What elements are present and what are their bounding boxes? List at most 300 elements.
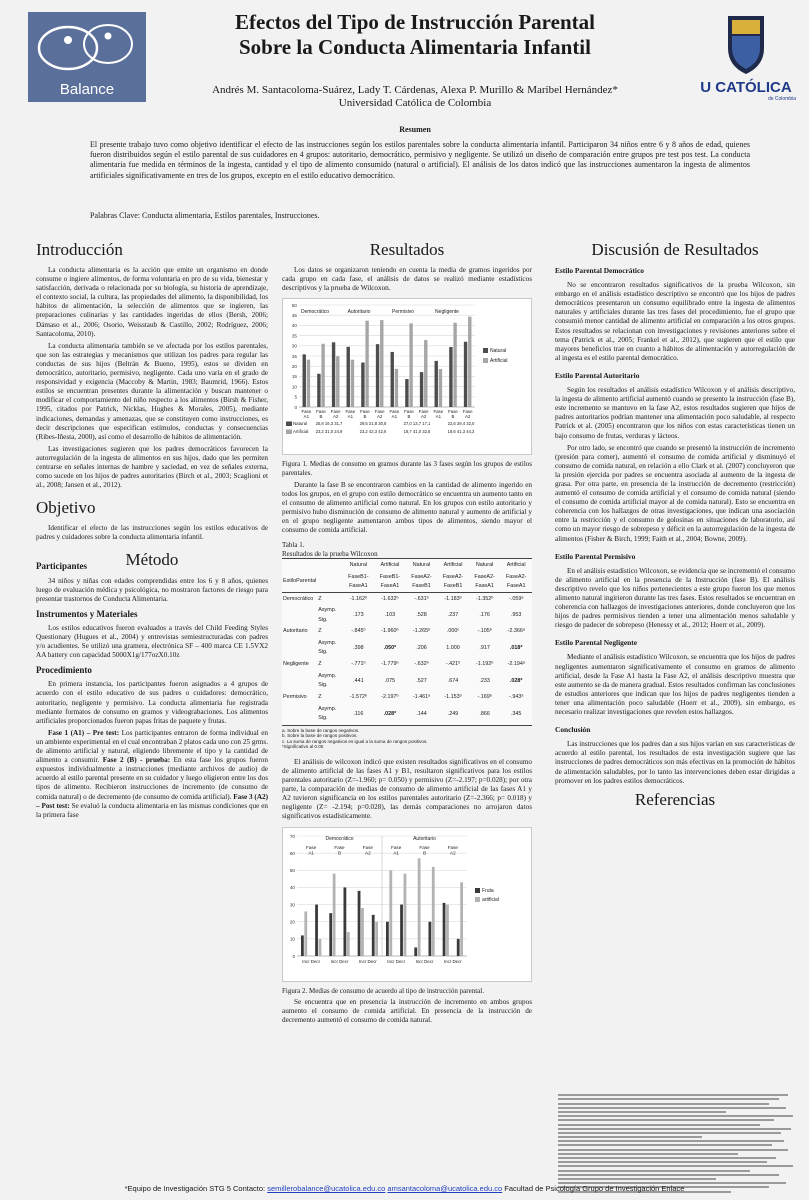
- table-cell: -.421ᵇ: [445, 661, 461, 668]
- table-cell: -.771ᵇ: [351, 661, 366, 668]
- table-cell: .441: [353, 677, 364, 684]
- poster-title: [150, 10, 680, 60]
- reference-line: [558, 1140, 784, 1142]
- table-cell: -1.572ᵇ: [349, 694, 368, 701]
- authoritarian-paragraph-2: Por otro lado, se encontró que cuando se presentó la instrucción de incremento (presión para comer), aumentó el consumo de comida artificial y disminuyó el consumo de comida natural, en relación a ello Clark et al. (2007) concluyeron que la presión ejercida por padres se encuentra asociada al aumento de la ingesta de grasa. Por otra parte, en presencia de la instrucción de decremento (restricción) aumentó el consumo de comida artificial y el consumo de comida natural (siendo el consumo de comida artificial mayor al de comida natural). Esto se encuentra en coherencia con los hallazgos de otras investigaciones, que indican una asociación entre la restricción y el consumo de golosinas en situaciones de laboratorio, así como un mayor riesgo de sobrepeso y déficit en la autorregulación de la ingesta de alimentos (Fisher & Birch, 1999; Faith et al., 2004; Bowne, 2009).: [555, 443, 795, 543]
- table-cell: Democrático: [283, 595, 314, 602]
- bar-natural: [332, 343, 335, 408]
- bar-artificial: [389, 870, 392, 956]
- figure-2: [282, 827, 532, 982]
- bar-fruta: [414, 947, 417, 956]
- table-cell: -1.162ᵇ: [349, 595, 368, 602]
- table-cell: -1.461ᵃ: [412, 694, 431, 701]
- reference-line: [558, 1107, 786, 1109]
- group-label: Democrático: [300, 309, 330, 316]
- y-tick-label: 10: [291, 384, 297, 390]
- table-header-cell: FaseA2-FaseB1: [406, 571, 438, 592]
- table-cell: -.059ᵃ: [509, 595, 524, 602]
- y-tick-label: 45: [291, 313, 297, 319]
- table-cell: -1.352ᵇ: [475, 595, 494, 602]
- bar-natural: [376, 344, 379, 407]
- x-tick-label: A2: [420, 414, 427, 420]
- phase1-label: Fase 1 (A1) – Pre test:: [48, 728, 120, 737]
- balance-logo-text: Balance: [59, 81, 115, 98]
- phase3-text: Se evaluó la conducta alimentaria en las mismas condiciones que en la primera fase: [36, 801, 268, 819]
- table-header-cell: FaseB1-FaseA1: [343, 571, 375, 592]
- bar-artificial: [446, 904, 449, 955]
- bar-natural: [464, 342, 467, 407]
- authoritarian-heading: Estilo Parental Autoritario: [555, 370, 640, 380]
- table-cell: .249: [437, 704, 469, 725]
- y-tick-label: 10: [289, 936, 295, 942]
- negligent-paragraph: Mediante el análisis estadístico Wilcoxon, se encuentra que los hijos de padres negligentes aumentaron significativamente el consumo en gramos de alimento artificial, desde la Fase A1 hasta la Fase A2, el análisis descriptivo muestra que este aumento se da de manera gradual. Estos resultados confirman las conclusiones de estudios anteriores que indican que los hijos de padres negligentes tienden a tener una alimentación poco saludable (Hoerr et al., 2009), sin embargo, es necesario realizar investigaciones que revelen estos hallazgos.: [555, 653, 795, 717]
- table-cell: .000ᶜ: [446, 628, 460, 635]
- affiliation: Universidad Católica de Colombia: [338, 97, 492, 109]
- bar-artificial: [321, 344, 324, 407]
- bar-artificial: [304, 911, 307, 956]
- table-cell: .237: [447, 611, 459, 618]
- table-header-cell: [282, 559, 343, 571]
- table-value: 25,8 16,3 31,7: [315, 421, 343, 427]
- x-tick-label: Fase: [462, 409, 473, 415]
- legend-swatch-natural: [483, 348, 488, 353]
- phase-label: B: [422, 850, 427, 856]
- x-tick-label: A1: [435, 414, 442, 420]
- y-tick-label: 40: [289, 884, 295, 890]
- group-label: Autoritario: [413, 835, 436, 842]
- bar-fruta: [400, 904, 403, 955]
- intro-heading: Introducción: [36, 240, 123, 259]
- table-row: [282, 638, 532, 659]
- bar-artificial: [361, 908, 364, 956]
- y-tick-label: 35: [291, 333, 297, 339]
- x-tick-label: Incr Decr: [330, 958, 349, 964]
- x-tick-label: Fase: [360, 409, 370, 415]
- phase2-text: En esta fase los grupos fueron expuestos individualmente a instrucciones (mediante archivos de audio) de acuerdo al estilo parental presente en su cuidador y luego eligieron entre los dos tipos de alimento. Recibieron instrucciones de incremento (de consumo de comida natural) o de decremento (de consumo de comida artificial).: [36, 756, 268, 801]
- phase-label: A2: [365, 850, 371, 856]
- title-line-2: Sobre la Conducta Alimentaria Infantil: [239, 35, 591, 59]
- reference-line: [558, 1132, 781, 1134]
- x-tick-label: Fase: [448, 409, 458, 415]
- reference-line: [558, 1153, 738, 1155]
- bar-artificial: [333, 873, 336, 955]
- table-cell: 1.000: [446, 644, 460, 651]
- y-tick-label: 60: [289, 850, 295, 856]
- table-cell: .018*: [509, 644, 523, 651]
- y-tick-label: 40: [291, 323, 297, 329]
- intro-paragraph-3: Las investigaciones sugieren que los padres democráticos favorecen la autorregulación de la ingesta de alimentos en sus hijos, dado que les permiten centrarse en señales internas de hambre y saciedad, en vez de señales externa, como sucede en los hijos de padres autoritarios (Birch et al., 2003; Scaglioni et al., 2008; Jansen et al., 2012).: [36, 444, 268, 490]
- bar-artificial: [380, 320, 383, 407]
- table-value: 22,6 29,4 32,0: [447, 421, 475, 427]
- table-row: [282, 692, 532, 704]
- table-header-row-2: [282, 571, 532, 592]
- table-cell: Asymp. Sig.: [318, 673, 337, 689]
- x-tick-label: A1: [347, 414, 354, 420]
- abstract-title: Resumen: [399, 125, 431, 134]
- table-cell: .173: [353, 611, 364, 618]
- table-cell: Z: [318, 661, 322, 668]
- x-tick-label: Fase: [330, 409, 341, 415]
- keywords: Palabras Clave: Conducta alimentaria, Estilos parentales, Instrucciones.: [90, 211, 320, 220]
- table-cell: Permisivo: [283, 694, 307, 701]
- table-header-cell: FaseA2-FaseA1: [500, 571, 532, 592]
- x-tick-label: Fase: [404, 409, 414, 415]
- table-row: [282, 626, 532, 638]
- x-tick-label: Incr Decr: [387, 958, 406, 964]
- results-paragraph-1: Los datos se organizaron teniendo en cuenta la media de gramos ingeridos por cada grupo en cada fase, el análisis de datos se realizó mediante estadísticos descriptivos y la prueba de Wilcoxon.: [282, 266, 532, 293]
- table-header-cell: Artificial: [500, 559, 532, 571]
- table-cell: -2.194ᵃ: [507, 661, 525, 668]
- table-cell: .176: [479, 611, 490, 618]
- x-tick-label: Incr Decr: [302, 958, 321, 964]
- bar-fruta: [343, 887, 346, 956]
- legend-label: artificial: [482, 896, 499, 903]
- table-cell: .674: [447, 677, 459, 684]
- table-series-label: Natural: [293, 421, 308, 427]
- table-cell: .917: [479, 644, 490, 651]
- group-label: Democrático: [325, 835, 354, 842]
- table-header-cell: Artificial: [437, 559, 469, 571]
- phase-label: A2: [450, 850, 456, 856]
- phase-label: Fase: [362, 844, 373, 850]
- procedure-paragraph-2: [36, 729, 268, 820]
- table-header-cell: Natural: [406, 559, 438, 571]
- balance-logo: [28, 12, 146, 102]
- table-number: Tabla 1.: [282, 541, 305, 550]
- bar-natural: [317, 374, 320, 407]
- reference-line: [558, 1136, 702, 1138]
- y-tick-label: 50: [289, 867, 295, 873]
- figure-2-caption: Figura 2. Medias de consumo de acuerdo al tipo de instrucción parental.: [282, 986, 484, 995]
- legend-swatch-artificial: [483, 358, 488, 363]
- table-cell: -1.183ᵇ: [444, 595, 462, 602]
- table-cell: .527: [416, 677, 427, 684]
- y-tick-label: 15: [291, 374, 297, 380]
- table-row: [282, 704, 532, 725]
- bar-artificial: [424, 340, 427, 407]
- references-heading: Referencias: [634, 789, 716, 809]
- table-header-cell: [317, 571, 342, 592]
- table-cell: .075: [384, 677, 396, 684]
- table-value: 23,2 42,3 42,6: [359, 429, 387, 435]
- table-body: [282, 593, 532, 725]
- title-line-1: Efectos del Tipo de Instrucción Parental: [235, 10, 595, 34]
- legend-swatch-artificial: [475, 897, 480, 902]
- table-cell: -.632ᵇ: [414, 661, 429, 668]
- table-cell: Negligente: [283, 661, 309, 668]
- table-cell: -1.632ᵇ: [381, 595, 399, 602]
- column-right: [555, 238, 795, 816]
- group-label: Permisivo: [392, 309, 414, 316]
- phase3-label: Fase 3 (A2) – Post test:: [36, 792, 268, 810]
- conclusion-paragraph: Las instrucciones que los padres dan a sus hijos varían en sus características de acuerdo al estilo parental, los resultados de esta investigación sugiere que las instrucciones de padres democráticos son más efectivas en la promoción de hábitos de alimentación saludables, por lo tanto las intervenciones deben estar dirigidas a promover en los padres estilos democráticos.: [555, 740, 795, 785]
- table-cell: .028*: [374, 704, 406, 725]
- table-header-cell: FaseB1-FaseA1: [374, 571, 406, 592]
- discussion-heading: Discusión de Resultados: [591, 240, 759, 259]
- bar-fruta: [443, 902, 446, 955]
- x-tick-label: Fase: [345, 409, 356, 415]
- bar-natural: [361, 363, 364, 407]
- x-tick-label: Fase: [374, 409, 385, 415]
- table-cell: .116: [343, 704, 375, 725]
- reference-line: [558, 1111, 726, 1113]
- y-tick-label: 70: [289, 833, 295, 839]
- phase-label: A1: [308, 850, 314, 856]
- reference-line: [558, 1178, 716, 1180]
- table-value: 18,7 41,0 32,8: [403, 429, 431, 435]
- bar-artificial: [468, 317, 471, 407]
- participants-heading: Participantes: [36, 561, 87, 572]
- y-tick-label: 30: [291, 343, 297, 349]
- phase-label: A1: [393, 850, 399, 856]
- references-list: [558, 1092, 798, 1176]
- table-value: 29,5 21,8 30,8: [359, 421, 387, 427]
- table-cell: Asymp. Sig.: [317, 704, 342, 725]
- table-value: 18,6 41,3 44,3: [447, 429, 475, 435]
- participants-paragraph: 34 niños y niñas con edades comprendidas entre los 6 y 8 años, quienes luego de evaluación médica y psicológica, no mostraron factores de riesgo para presentar trastornos de Conducta Alimentaria.: [36, 576, 268, 603]
- bar-artificial: [439, 369, 442, 407]
- conclusion-heading: Conclusión: [555, 725, 591, 735]
- phase2-label: Fase 2 (B) - prueba:: [102, 756, 171, 765]
- reference-line: [558, 1144, 772, 1146]
- bar-fruta: [457, 938, 460, 955]
- reference-line: [558, 1103, 769, 1105]
- bar-natural: [303, 355, 306, 408]
- table-value: 23,2 31,0 24,9: [315, 429, 343, 435]
- table-cell: Z: [318, 694, 322, 701]
- bar-artificial: [336, 356, 339, 407]
- bar-artificial: [460, 882, 463, 956]
- legend-label: Natural: [490, 348, 507, 355]
- table-cell: -1.265ᵇ: [412, 628, 431, 635]
- phase-label: Fase: [447, 844, 458, 850]
- table-cell: .398: [353, 644, 364, 651]
- y-tick-label: 0: [292, 953, 295, 959]
- y-tick-label: 20: [291, 364, 297, 370]
- x-tick-label: Incr Decr: [443, 958, 462, 964]
- figure-1: [282, 298, 532, 455]
- x-tick-label: Incr Decr: [415, 958, 434, 964]
- table-row: [282, 659, 532, 671]
- table-1-title: [282, 541, 532, 558]
- reference-line: [558, 1098, 779, 1100]
- x-tick-label: A1: [391, 414, 398, 420]
- table-header-row-1: [282, 559, 532, 571]
- x-tick-label: B: [451, 414, 455, 420]
- table-header-cell: FaseA2-FaseA1: [469, 571, 501, 592]
- x-tick-label: A2: [464, 414, 471, 420]
- table-row: [282, 671, 532, 692]
- table-cell: Asymp. Sig.: [318, 607, 337, 623]
- reference-line: [558, 1115, 793, 1117]
- table-cell: .028*: [509, 677, 523, 684]
- bar-fruta: [386, 921, 389, 955]
- bar-natural: [347, 347, 350, 407]
- table-cell: .345: [500, 704, 532, 725]
- reference-line: [558, 1149, 788, 1151]
- legend-key-natural: [286, 422, 292, 427]
- bar-artificial: [432, 866, 435, 955]
- table-cell: -1.779ᵇ: [381, 661, 399, 668]
- x-tick-label: Fase: [433, 409, 444, 415]
- table-cell: Autoritario: [283, 628, 308, 635]
- footer-email-1[interactable]: semillerobalance@ucatolica.edu.co: [267, 1184, 386, 1193]
- democratic-heading: Estilo Parental Democrático: [555, 266, 644, 275]
- reference-line: [558, 1165, 793, 1167]
- group-label: Negligente: [435, 309, 459, 316]
- table-note: *Significativo al 0.05: [282, 744, 324, 750]
- table-cell: .103: [384, 611, 396, 618]
- bar-artificial: [409, 324, 412, 408]
- phase-label: Fase: [391, 844, 402, 850]
- bar-artificial: [319, 938, 322, 955]
- reference-line: [558, 1124, 760, 1126]
- reference-line: [558, 1157, 776, 1159]
- bar-natural: [420, 372, 423, 407]
- bar-artificial: [307, 360, 310, 407]
- y-tick-label: 20: [289, 919, 295, 925]
- method-heading: Método: [125, 550, 179, 570]
- table-cell: .528: [416, 611, 427, 618]
- bar-fruta: [372, 914, 375, 955]
- table-header-cell: FaseA2-FaseB1: [437, 571, 469, 592]
- phase-label: Fase: [419, 844, 430, 850]
- intro-paragraph-2: La conducta alimentaria también se ve afectada por los estilos parentales, que son las estrategias y mecanismos que utilizan los padres para regular las conductas de sus hijos (Beltrán & Bueno, 1995), estos se dividen en democrático, autoritario, permisivo, negligente. Cada uno varía en el grado de responsividad y exigencia (Maccoby & Martin, 1983; Baumrid, 1966). Estos estilos se encuentran presentes durante la alimentación y buscan mantener o modificar el comportamiento del niño respecto a los alimentos (Birsh & Fisher, 1995, citados por Patrick, Nicklas, Hughes & Morales, 2005), mediante indicaciones, demandas y amenazas, que se constituyen como instrucciones, es decir descripciones que especifican estímulos, conductas y consecuencias (Ribes-Iñesta, 2000), así como el desarrollo de hábitos de alimentación.: [36, 341, 268, 441]
- table-cell: Z: [318, 628, 322, 635]
- objective-heading: Objetivo: [36, 498, 96, 518]
- table-series-label: Artificial: [293, 429, 309, 435]
- reference-line: [558, 1170, 750, 1172]
- phase-label: B: [337, 850, 342, 856]
- table-note: b. Sobre la base de rangos positivos.: [282, 733, 358, 739]
- table-cell: -.631ᵇ: [414, 595, 429, 602]
- bar-artificial: [404, 873, 407, 955]
- table-cell: .866: [469, 704, 501, 725]
- table-notes: [282, 728, 532, 750]
- x-tick-label: A2: [376, 414, 383, 420]
- ucatolica-logo-text: U CATÓLICA: [700, 79, 792, 96]
- table-cell: [282, 605, 317, 626]
- bar-fruta: [301, 935, 304, 956]
- x-tick-label: Incr Decr: [358, 958, 377, 964]
- x-tick-label: A2: [332, 414, 339, 420]
- table-cell: -1.153ᵇ: [444, 694, 462, 701]
- phase1-text: Los participantes entraron de forma individual en un ambiente experimental en el cual encontraban 2 platos cada uno con 25 grms. de alimento artificial y natural, eligiendo libremente el tipo y la cantidad de alimento a consumir.: [36, 728, 268, 765]
- bar-fruta: [315, 904, 318, 955]
- x-tick-label: B: [319, 414, 323, 420]
- authors: Andrés M. Santacoloma-Suárez, Lady T. Cárdenas, Alexa P. Murillo & Maribel Hernández*: [212, 84, 618, 96]
- y-tick-label: 30: [289, 901, 295, 907]
- y-tick-label: 25: [291, 354, 297, 360]
- table-cell: [282, 671, 317, 692]
- ucatolica-logo: [690, 12, 802, 102]
- bar-natural: [449, 347, 452, 407]
- bar-artificial: [375, 921, 378, 955]
- results-paragraph-4: Se encuentra que en presencia la instrucción de incremento en ambos grupos aumento el consumo de comida artificial. En presencia de la instrucción de decremento aumentó el consumo de comida natural.: [282, 998, 532, 1025]
- table-note: c. La suma de rangos negativos es igual a la suma de rangos positivos.: [282, 738, 428, 744]
- table-cell: -.943ᵃ: [509, 694, 524, 701]
- reference-line: [558, 1094, 788, 1096]
- table-header-cell: Natural: [343, 559, 375, 571]
- bar-natural: [391, 352, 394, 407]
- legend-swatch-fruta: [475, 888, 480, 893]
- instruments-heading: Instrumentos y Materiales: [36, 608, 138, 619]
- table-row: [282, 605, 532, 626]
- table-cell: .206: [416, 644, 427, 651]
- table-row: [282, 593, 532, 605]
- footer-email-2[interactable]: amsantacoloma@ucatolica.edu.co: [387, 1184, 503, 1193]
- democratic-paragraph: No se encontraron resultados significativos de la prueba Wilcoxon, sin embargo en el análisis estadístico descriptivo se encontró que los hijos de padres democráticos presentaron un consumo equilibrado entre la ingesta de alimentos naturales y artificiales durante las tres fases del procedimiento, fue el grupo que consumió menor cantidad de alimento artificial en comparación a los otros grupos. Estos resultados se relacionan con investigaciones y revisiones anteriores sobre el tema (Patrick et al., 2005; Frankel et al., 2012), que sugieren que el estilo que mayores beneficios trae en cuanto a hábitos de alimentación y autorregulación de al ingesta es el estilo parental democrático.: [555, 281, 795, 362]
- instruments-paragraph: Los estilos educativos fueron evaluados a través del Child Feeding Styles Questionary (Hugues et al., 2004) y entrevistas semiestructuradas con padres y/o acudientes. Se utilizó una gramera, electrónica SF – 400 marca CE 1.5VX2 AA battery con capacidad 5000X1g/177ozX0.10z: [36, 623, 268, 660]
- table-cell: -1.960ᵇ: [381, 628, 399, 635]
- table-cell: Z: [318, 595, 322, 602]
- legend-label: Artificial: [490, 358, 508, 365]
- bar-artificial: [365, 321, 368, 407]
- x-tick-label: B: [363, 414, 367, 420]
- x-tick-label: Fase: [301, 409, 312, 415]
- negligent-heading: Estilo Parental Negligente: [555, 638, 637, 648]
- table-cell: -.169ᵇ: [477, 694, 492, 701]
- table-note: a. Sobre la base de rangos negativos.: [282, 727, 360, 733]
- y-tick-label: 5: [294, 394, 297, 400]
- phase-label: Fase: [334, 844, 345, 850]
- table-cell: -2.197ᵇ: [381, 694, 399, 701]
- reference-line: [558, 1174, 779, 1176]
- legend-label: Fruta: [482, 887, 494, 894]
- bar-artificial: [418, 858, 421, 956]
- wilcoxon-table: [282, 558, 532, 725]
- bar-natural: [435, 361, 438, 407]
- x-tick-label: Fase: [316, 409, 326, 415]
- y-tick-label: 0: [294, 405, 297, 411]
- bar-artificial: [351, 360, 354, 407]
- intro-paragraph-1: La conducta alimentaria es la acción que emite un organismo en donde consume o ingiere alimentos, de forma voluntaria en pro de su vida, bienestar y satisfacción, derivada o relacionada por su biología, su historia de aprendizaje, el contexto social, la cultura, las propiedades del alimento, la disponibilidad, los hábitos de alimentación, la selección de alimentos que se ingieren, las preparaciones culinarias y las cantidades ingeridas de ellos (Bersh, 2006; Dámaso et al., 2006; Osorio, Weisstaub & Castillo, 2002; Rodríguez, 2006; Santacoloma, 2010).: [36, 266, 268, 338]
- x-tick-label: A1: [303, 414, 310, 420]
- authoritarian-paragraph-1: Según los resultados el análisis estadístico Wilcoxon y el análisis descriptivo, la ingesta de alimento artificial aumentó cuando se presento la instrucción (fase B), este incremento se mantuvo en la fase A2, estos resultados sugieren que hijos de padres autoritarios podrían mantener una alimentación poco saludable, al respecto Patrick et al. (2005) encontraron que los niños con estas características tienen un bajo consumo de frutas, verduras y lácteos.: [555, 386, 795, 440]
- bar-artificial: [347, 932, 350, 956]
- bar-fruta: [358, 890, 361, 955]
- footer: [0, 1184, 809, 1193]
- phase-label: Fase: [306, 844, 317, 850]
- x-tick-label: Fase: [418, 409, 429, 415]
- table-cell: .144: [406, 704, 438, 725]
- bar-artificial: [453, 323, 456, 407]
- table-cell: .953: [510, 611, 522, 618]
- table-cell: [282, 704, 317, 725]
- bar-natural: [405, 379, 408, 407]
- bar-artificial: [395, 369, 398, 407]
- footer-prefix: *Equipo de Investigación STG 5 Contacto:: [124, 1184, 268, 1193]
- reference-line: [558, 1119, 774, 1121]
- y-tick-label: 50: [291, 303, 297, 309]
- results-paragraph-2: Durante la fase B se encontraron cambios en la cantidad de alimento ingerido en todos los grupos, en el grupo con estilo democrático se encuentra un aumento tanto en el consumo de alimento artificial como natural. En los grupos con estilo autoritario y permisivo hubo disminución de consumo de alimento natural y aumento de artificial y en el grupo negligente aumentaron ambos tipos de alimentos, siendo mayor el consumo de comida artificial.: [282, 480, 532, 535]
- procedure-paragraph-1: En primera instancia, los participantes fueron asignados a 4 grupos de acuerdo con el estilo educativo de sus padres o cuidadores: democrático, autoritario, negligente y permisivo. La conducta alimentaria fue registrada mediante formatos de consumo en gramos y videograbaciones. Los alimentos artificiales proporcionados fueron papas fritas de paquete y frutas.: [36, 680, 268, 725]
- figure-2-chart: [283, 828, 505, 978]
- x-tick-label: Fase: [389, 409, 400, 415]
- x-tick-label: B: [407, 414, 411, 420]
- table-cell: .050*: [383, 644, 397, 651]
- results-paragraph-3: El análisis de wilcoxon indicó que existen resultados significativos en el consumo de alimento artificial de las fases A1 y B1, resultaron significativos para los estilos parentales autoritario (Z=-1.960; p= 0.050) y permisivo (Z=-2.197; p=0.028); por otra parte, la comparación de medias de consumo de alimento artificial de las fases A1 y A2 tuvieron significancia en los estilos parentales autoritario (Z=-2.366; p= 0.018) y negligente (Z= -2.194; p=0.028), las demás comparaciones no arrojaron datos significativos estadísticamente.: [282, 757, 532, 821]
- column-left: [36, 238, 268, 823]
- ucatolica-logo-subtext: de Colombia: [767, 96, 797, 102]
- table-caption: Resultados de la prueba Wilcoxon: [282, 549, 378, 558]
- permissive-paragraph: En el análisis estadístico Wilcoxon, se evidencia que se incrementó el consumo de alimento artificial en la presencia de la Instrucción (fase B). El análisis descriptivo revelo que los niños pertenecientes a este grupo fueron los que menos alimento natural ingirieron durante las tres fases. Estos resultados se encuentran en coherencia con hallazgos de investigaciones anteriores, donde concluyeron que los hijos de padres permisivos tienden a tener una alimentación menos saludable y riesgo de padecer de sobrepeso (Henessy et al., 2012; Hoerr et al., 2009).: [555, 566, 795, 630]
- table-cell: -1.192ᵇ: [475, 661, 494, 668]
- table-cell: Asymp. Sig.: [318, 640, 337, 656]
- bar-fruta: [329, 913, 332, 956]
- authors-block: [150, 84, 680, 110]
- reference-line: [558, 1161, 767, 1163]
